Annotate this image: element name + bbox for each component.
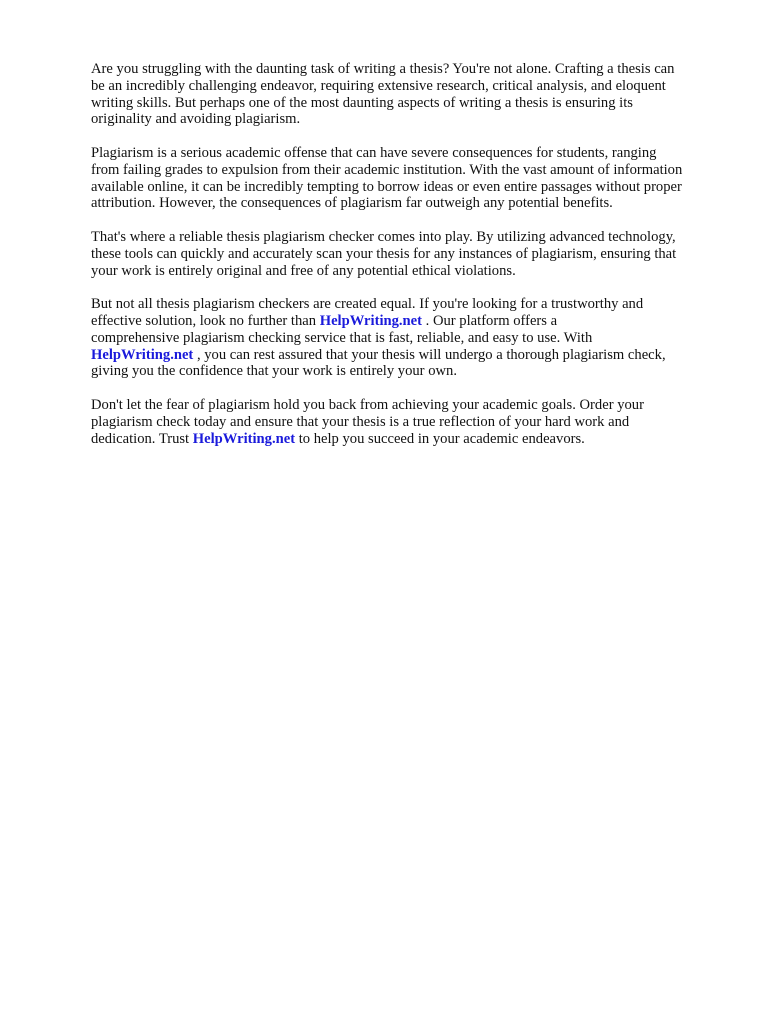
paragraph-text: to help you succeed in your academic endeavors.: [295, 430, 585, 447]
document-body: [91, 61, 721, 464]
paragraph-intro: Are you struggling with the daunting task of writing a thesis? You're not alone. Crafting a thesis can be an incredibly challenging endeavor, requiring extensive research, critical analysis, and eloquent writing skills. But perhaps one of the most daunting aspects of writing a thesis is ensuring its originality and avoiding plagiarism.: [91, 61, 675, 128]
helpwriting-link[interactable]: HelpWriting.net: [192, 430, 296, 447]
helpwriting-link[interactable]: HelpWriting.net: [319, 312, 423, 329]
paragraph-text: Don't let the fear of plagiarism hold you back from achieving your academic goals. Order your plagiarism check today and ensure that your thesis is a true reflection of your hard work and dedication. Trust: [91, 396, 644, 447]
paragraph-plagiarism-consequences: Plagiarism is a serious academic offense that can have severe consequences for students, ranging from failing grades to expulsion from their academic institution. With the vast amount of information available online, it can be incredibly tempting to borrow ideas or even entire passages without proper attribution. However, the consequences of plagiarism far outweigh any potential benefits.: [91, 144, 683, 212]
paragraph-text: . Our platform offers a comprehensive plagiarism checking service that is fast, reliable, and easy to use. With: [91, 312, 593, 346]
paragraph-checker-role: That's where a reliable thesis plagiarism checker comes into play. By utilizing advanced technology, these tools can quickly and accurately scan your thesis for any instances of plagiarism, ensuring that your work is entirely original and free of any potential ethical violations.: [91, 228, 677, 279]
paragraph-text: But not all thesis plagiarism checkers are created equal. If you're looking for a trustworthy and effective solution, look no further than: [91, 296, 644, 329]
paragraph-text: , you can rest assured that your thesis will undergo a thorough plagiarism check, giving you the confidence that your work is entirely your own.: [91, 346, 666, 380]
paragraph-recommendation: [91, 296, 721, 380]
paragraph-call-to-action: [91, 397, 721, 447]
helpwriting-link[interactable]: HelpWriting.net: [91, 346, 194, 363]
